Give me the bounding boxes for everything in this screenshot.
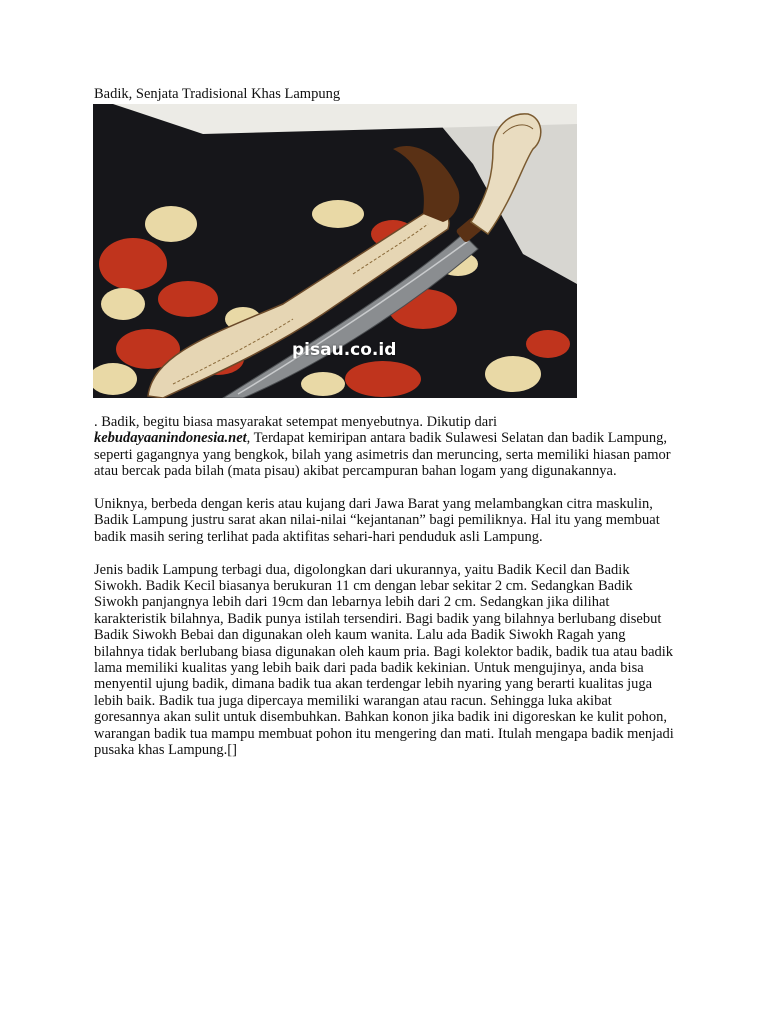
paragraph-1 (94, 414, 679, 480)
paragraph-1-suffix: , Terdapat kemiripan antara badik Sulawesi Selatan dan badik Lampung, seperti gagangnya yang bengkok, bilah yang asimetris dan meruncing, serta memiliki hiasan pamor atau bercak pada bilah (mata pisau) akibat percampuran bahan logam yang digunakannya. (94, 430, 671, 480)
paragraph-2: Uniknya, berbeda dengan keris atau kujang dari Jawa Barat yang melambangkan citra maskulin, Badik Lampung justru sarat akan nilai-nilai “kejantanan” bagi pemiliknya. Hal itu yang membuat badik masih sering terlihat pada aktifitas sehari-hari penduduk asli Lampung. (94, 496, 660, 545)
document-title: Badik, Senjata Tradisional Khas Lampung (94, 86, 341, 102)
photo-watermark: pisau.co.id (292, 340, 397, 360)
article-body (94, 414, 679, 775)
badik-photo (93, 104, 577, 398)
paragraph-3: Jenis badik Lampung terbagi dua, digolongkan dari ukurannya, yaitu Badik Kecil dan Badik Siwokh. Badik Kecil biasanya berukuran 11 cm dengan lebar sekitar 2 cm. Sedangkan Badik Siwokh panjangnya lebih dari 19cm dan lebarnya lebih dari 2 cm. Sedangkan jika dilihat karakteristik bilahnya, Badik punya istilah tersendiri. Bagi badik yang bilahnya berlubang disebut Badik Siwokh Bebai dan digunakan oleh kaum wanita. Lalu ada Badik Siwokh Ragah yang bilahnya tidak berlubang biasa digunakan oleh kaum pria. Bagi kolektor badik, badik tua atau badik lama memiliki kualitas yang lebih baik dari pada badik kekinian. Untuk mengujinya, anda bisa menyentil ujung badik, dimana badik tua akan terdengar lebih nyaring yang berarti kualitas juga lebih baik. Badik tua juga dipercaya memiliki warangan atau racun. Sehingga luka akibat goresannya akan sulit untuk disembuhkan. Bahkan konon jika badik ini digoreskan ke kulit pohon, warangan badik tua mampu membuat pohon itu mengering dan mati. Itulah mengapa badik menjadi pusaka khas Lampung.[] (94, 561, 674, 759)
source-link[interactable]: kebudayaanindonesia.net (94, 430, 247, 447)
paragraph-1-prefix: . Badik, begitu biasa masyarakat setempat menyebutnya. Dikutip dari (94, 414, 498, 430)
